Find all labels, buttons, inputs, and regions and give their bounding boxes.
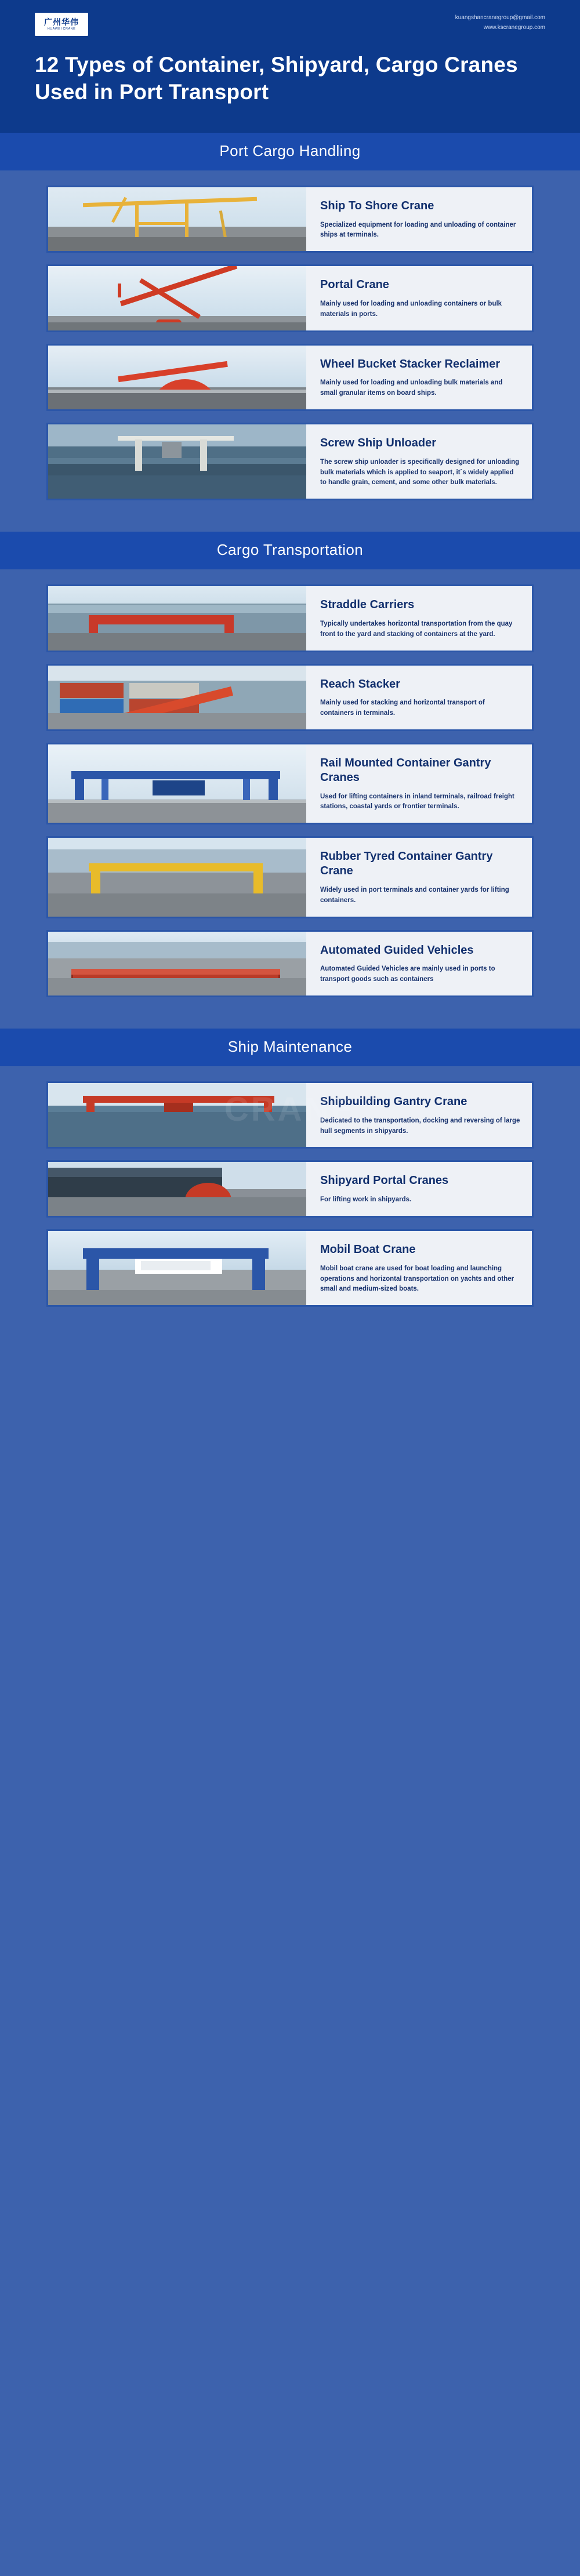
screw-ship-unloader-photo xyxy=(48,424,306,499)
card-description: Specialized equipment for loading and unloading of container ships at terminals. xyxy=(320,221,516,239)
card-automated-guided-vehicles[interactable] xyxy=(46,930,534,997)
card-title: Shipbuilding Gantry Crane xyxy=(320,1095,467,1108)
card-reach-stacker[interactable] xyxy=(46,664,534,731)
card-description: Mainly used for stacking and horizontal transport of containers in terminals. xyxy=(320,699,485,717)
card-title: Ship To Shore Crane xyxy=(320,199,434,212)
card-title: Automated Guided Vehicles xyxy=(320,943,474,957)
rubber-tyred-container-gantry-crane-photo xyxy=(48,838,306,916)
card-title: Wheel Bucket Stacker Reclaimer xyxy=(320,357,501,370)
card-straddle-carriers[interactable] xyxy=(46,584,534,652)
logo-chinese-text: 广州华伟 xyxy=(44,17,79,27)
card-description: Automated Guided Vehicles are mainly used in ports to transport goods such as containers xyxy=(320,965,495,983)
card-shipbuilding-gantry-crane[interactable] xyxy=(46,1081,534,1149)
section-banner-cargo-transportation xyxy=(0,532,580,569)
logo-english-text: HUAWEI CRANE xyxy=(47,27,76,31)
contact-email[interactable]: kuangshancranegroup@gmail.com xyxy=(455,14,545,21)
card-body xyxy=(306,586,532,650)
card-body xyxy=(306,1162,532,1216)
shipbuilding-gantry-crane-photo xyxy=(48,1083,306,1147)
page-title: 12 Types of Container, Shipyard, Cargo Cranes Used in Port Transport xyxy=(35,53,518,104)
card-description: Used for lifting containers in inland terminals, railroad freight stations, coastal yards or frontier terminals. xyxy=(320,793,514,811)
card-description: For lifting work in shipyards. xyxy=(320,1196,412,1204)
card-title: Reach Stacker xyxy=(320,677,400,691)
card-description: Mobil boat crane are used for boat loading and launching operations and horizontal transportation on yachts and other small and medium-sized boats. xyxy=(320,1265,514,1293)
card-body xyxy=(306,932,532,995)
card-rubber-tyred-container-gantry-crane[interactable] xyxy=(46,836,534,918)
rail-mounted-container-gantry-crane-photo xyxy=(48,744,306,823)
card-shipyard-portal-cranes[interactable] xyxy=(46,1160,534,1218)
card-rail-mounted-container-gantry-crane[interactable] xyxy=(46,743,534,824)
section-cards-port-cargo-handling xyxy=(0,170,580,532)
card-body xyxy=(306,346,532,409)
section-title: Port Cargo Handling xyxy=(219,141,361,159)
card-body xyxy=(306,1083,532,1147)
logo-mark xyxy=(35,13,88,36)
card-ship-to-shore-crane[interactable] xyxy=(46,186,534,253)
company-logo xyxy=(35,13,88,36)
card-title: Rubber Tyred Container Gantry Crane xyxy=(320,850,493,878)
automated-guided-vehicle-photo xyxy=(48,932,306,995)
card-body xyxy=(306,744,532,823)
contact-website[interactable]: www.kscranegroup.com xyxy=(483,24,545,31)
section-title: Cargo Transportation xyxy=(216,541,364,559)
card-body xyxy=(306,838,532,916)
section-cards-ship-maintenance xyxy=(0,1066,580,1338)
ship-to-shore-crane-photo xyxy=(48,187,306,251)
section-title: Ship Maintenance xyxy=(227,1037,353,1055)
footer-spacer xyxy=(0,1338,580,1346)
reach-stacker-photo xyxy=(48,666,306,729)
section-banner-port-cargo-handling xyxy=(0,133,580,170)
contact-info xyxy=(455,13,545,32)
card-description: Typically undertakes horizontal transportation from the quay front to the yard and stacking of containers at the yard. xyxy=(320,620,513,638)
card-title: Straddle Carriers xyxy=(320,598,415,612)
card-title: Portal Crane xyxy=(320,278,389,292)
card-wheel-bucket-stacker-reclaimer[interactable] xyxy=(46,344,534,411)
card-title: Mobil Boat Crane xyxy=(320,1242,416,1256)
card-body xyxy=(306,666,532,729)
card-description: Mainly used for loading and unloading bulk materials and small granular items on board ships. xyxy=(320,379,503,397)
card-description: Widely used in port terminals and container yards for lifting containers. xyxy=(320,886,509,904)
card-portal-crane[interactable] xyxy=(46,264,534,332)
card-screw-ship-unloader[interactable] xyxy=(46,423,534,500)
card-description: The screw ship unloader is specifically designed for unloading bulk materials which is applied to seaport, it`s widely applied to handle grain, cement, and some other bulk materials. xyxy=(320,458,520,486)
card-body xyxy=(306,1231,532,1305)
wheel-bucket-stacker-reclaimer-photo xyxy=(48,346,306,409)
card-body xyxy=(306,424,532,499)
card-title: Screw Ship Unloader xyxy=(320,436,437,449)
card-body xyxy=(306,266,532,330)
card-mobil-boat-crane[interactable] xyxy=(46,1229,534,1307)
mobile-boat-crane-photo xyxy=(48,1231,306,1305)
header-top-row xyxy=(35,13,545,36)
section-banner-ship-maintenance xyxy=(0,1029,580,1066)
portal-crane-photo xyxy=(48,266,306,330)
card-description: Dedicated to the transportation, docking and reversing of large hull segments in shipyards. xyxy=(320,1117,520,1135)
card-body xyxy=(306,187,532,251)
card-title: Shipyard Portal Cranes xyxy=(320,1174,449,1187)
straddle-carriers-photo xyxy=(48,586,306,650)
shipyard-portal-crane-photo xyxy=(48,1162,306,1216)
card-description: Mainly used for loading and unloading containers or bulk materials in ports. xyxy=(320,300,502,318)
card-title: Rail Mounted Container Gantry Cranes xyxy=(320,757,491,784)
section-cards-cargo-transportation xyxy=(0,569,580,1029)
page-header xyxy=(0,0,580,133)
